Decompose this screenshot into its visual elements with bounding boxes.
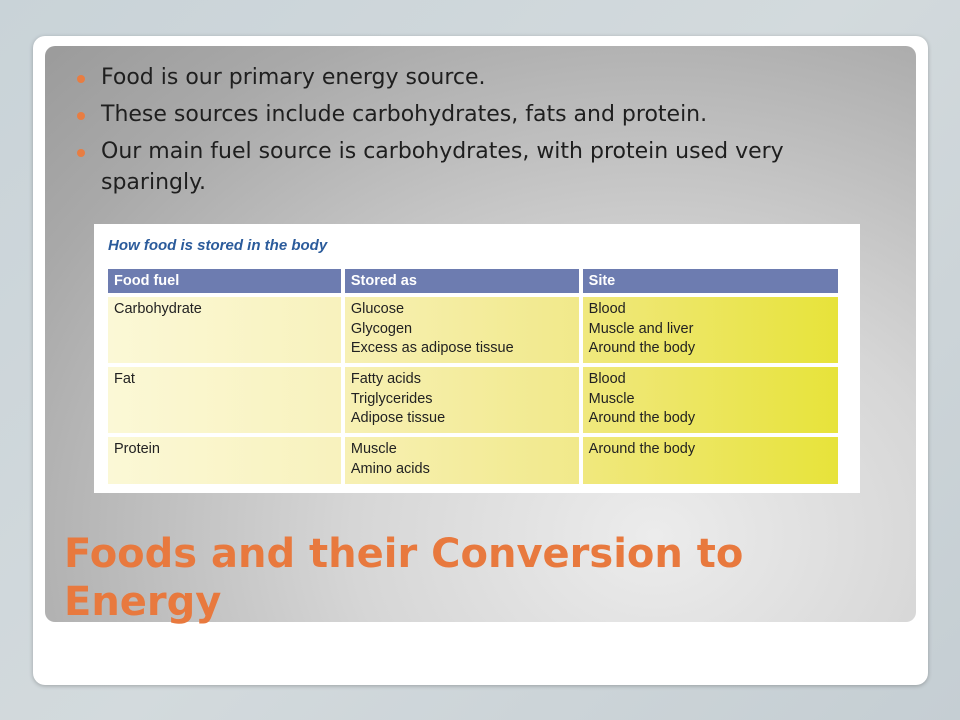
header-site: Site xyxy=(583,269,838,293)
bullet-text: These sources include carbohydrates, fats and protein. xyxy=(101,102,708,127)
header-food-fuel: Food fuel xyxy=(108,269,341,293)
bullet-item xyxy=(73,62,873,94)
cell-stored-as xyxy=(345,297,579,363)
cell-line: Muscle xyxy=(350,441,397,457)
bullet-dot-icon xyxy=(77,112,85,120)
cell-food-fuel xyxy=(108,297,341,363)
cell-line: Adipose tissue xyxy=(350,410,446,426)
cell-line: Muscle xyxy=(588,390,635,407)
table-row xyxy=(108,297,838,363)
cell-line: Fat xyxy=(114,371,135,387)
bullet-item xyxy=(73,99,873,131)
bullet-dot-icon xyxy=(77,75,85,83)
bullet-dot-icon xyxy=(77,149,85,157)
cell-food-fuel xyxy=(108,367,341,433)
cell-site xyxy=(583,297,838,363)
cell-line: Carbohydrate xyxy=(114,301,202,317)
table-row xyxy=(108,367,838,433)
table-caption: How food is stored in the body xyxy=(108,237,328,254)
bullet-item xyxy=(73,136,873,198)
table-row xyxy=(108,437,838,484)
cell-line: Blood xyxy=(588,371,626,387)
cell-stored-as xyxy=(345,437,579,484)
cell-line: Glycogen xyxy=(350,320,413,337)
cell-line: Fatty acids xyxy=(350,371,421,387)
cell-stored-as xyxy=(345,367,579,433)
cell-line: Glucose xyxy=(350,301,405,317)
slide-title: Foods and their Conversion to Energy xyxy=(64,531,744,625)
cell-line: Around the body xyxy=(588,410,696,426)
table-header-row xyxy=(108,269,838,293)
cell-line: Blood xyxy=(588,301,626,317)
cell-line: Amino acids xyxy=(350,460,430,477)
bullet-text: Our main fuel source is carbohydrates, with protein used very sparingly. xyxy=(101,139,784,195)
cell-line: Muscle and liver xyxy=(588,320,694,337)
header-stored-as: Stored as xyxy=(345,269,579,293)
cell-site xyxy=(583,367,838,433)
bullet-text: Food is our primary energy source. xyxy=(101,65,486,90)
table-figure xyxy=(94,224,860,493)
cell-food-fuel xyxy=(108,437,341,484)
cell-line: Excess as adipose tissue xyxy=(350,340,514,356)
bullet-list xyxy=(73,62,873,203)
cell-line: Around the body xyxy=(588,441,696,457)
cell-line: Protein xyxy=(114,441,160,457)
cell-site xyxy=(583,437,838,484)
cell-line: Around the body xyxy=(588,340,696,356)
cell-line: Triglycerides xyxy=(350,390,433,407)
food-storage-table xyxy=(104,265,842,488)
